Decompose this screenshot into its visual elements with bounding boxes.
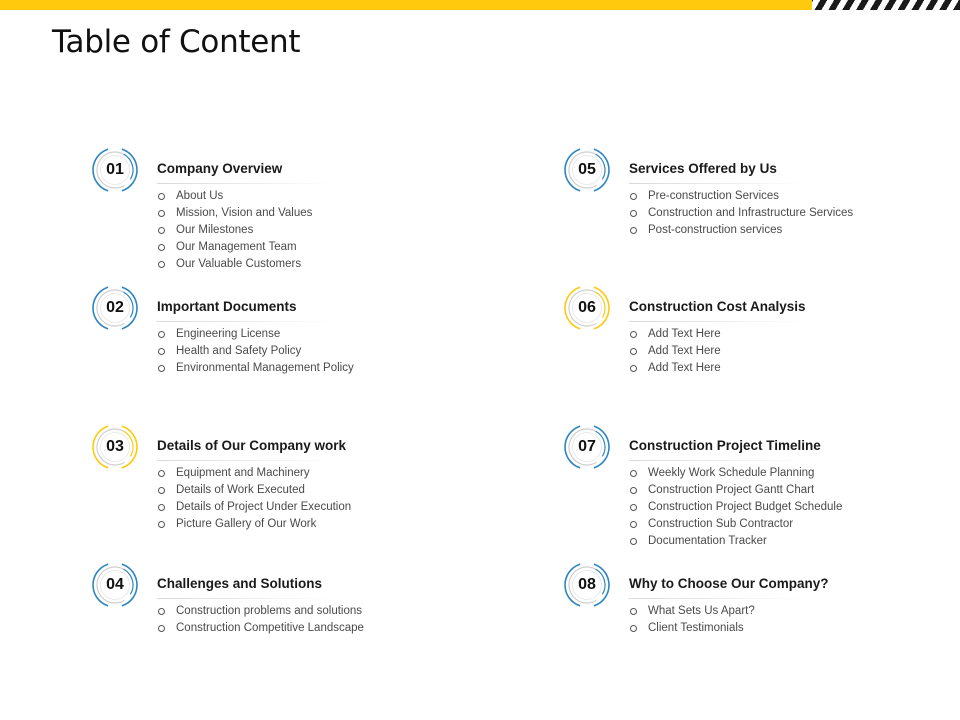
list-item-label: Post-construction services — [648, 224, 783, 236]
list-item-label: Construction problems and solutions — [176, 605, 363, 617]
toc-section — [91, 284, 471, 414]
circle-bullet-icon — [630, 331, 637, 338]
list-item-label: Engineering License — [176, 328, 281, 340]
section-number-badge — [91, 146, 139, 194]
toc-section — [563, 146, 943, 276]
section-title: Construction Cost Analysis — [629, 299, 806, 314]
list-item-label: Construction and Infrastructure Services — [648, 207, 854, 219]
circle-bullet-icon — [158, 504, 165, 511]
list-item-label: Our Milestones — [176, 224, 254, 236]
list-item — [157, 499, 351, 516]
list-item — [157, 465, 351, 482]
section-divider — [157, 321, 337, 322]
list-item — [157, 360, 354, 377]
list-item-label: Health and Safety Policy — [176, 345, 302, 357]
circle-bullet-icon — [630, 504, 637, 511]
list-item-label: Picture Gallery of Our Work — [176, 518, 317, 530]
section-number-badge — [563, 423, 611, 471]
section-item-list — [629, 603, 755, 637]
section-item-list — [629, 465, 842, 550]
list-item-label: Weekly Work Schedule Planning — [648, 467, 815, 479]
list-item — [157, 620, 364, 637]
hazard-stripe — [812, 0, 960, 10]
circle-bullet-icon — [158, 521, 165, 528]
section-number: 03 — [106, 438, 124, 455]
section-item-list — [629, 326, 721, 377]
list-item — [157, 482, 351, 499]
list-item — [157, 222, 312, 239]
list-item — [629, 533, 842, 550]
page-title: Table of Content — [52, 24, 301, 60]
list-item-label: Documentation Tracker — [648, 535, 767, 547]
section-number: 08 — [578, 576, 596, 593]
section-number: 06 — [578, 299, 596, 316]
list-item-label: What Sets Us Apart? — [648, 605, 755, 617]
circle-bullet-icon — [630, 487, 637, 494]
section-title: Details of Our Company work — [157, 438, 347, 453]
list-item — [629, 482, 842, 499]
toc-section — [563, 561, 943, 691]
list-item-label: Construction Sub Contractor — [648, 518, 794, 530]
list-item-label: Details of Project Under Execution — [176, 501, 352, 513]
list-item-label: Construction Competitive Landscape — [176, 622, 364, 634]
list-item — [157, 256, 312, 273]
list-item — [629, 326, 721, 343]
section-number-badge — [563, 561, 611, 609]
list-item-label: Pre-construction Services — [648, 190, 780, 202]
list-item-label: Our Management Team — [176, 241, 297, 253]
section-number: 07 — [578, 438, 596, 455]
toc-section — [563, 284, 943, 414]
section-divider — [157, 598, 337, 599]
circle-bullet-icon — [158, 625, 165, 632]
circle-bullet-icon — [158, 487, 165, 494]
list-item — [157, 188, 312, 205]
circle-bullet-icon — [158, 244, 165, 251]
section-title: Challenges and Solutions — [157, 576, 323, 591]
section-title: Company Overview — [157, 161, 283, 176]
section-number-badge — [91, 423, 139, 471]
list-item-label: Add Text Here — [648, 362, 721, 374]
list-item — [629, 343, 721, 360]
section-item-list — [629, 188, 853, 239]
section-number-badge — [91, 561, 139, 609]
circle-bullet-icon — [158, 365, 165, 372]
section-item-list — [157, 465, 351, 533]
list-item — [157, 343, 354, 360]
section-divider — [629, 460, 809, 461]
section-number-badge — [91, 284, 139, 332]
circle-bullet-icon — [158, 331, 165, 338]
list-item-label: Construction Project Gantt Chart — [648, 484, 815, 496]
list-item — [157, 326, 354, 343]
section-item-list — [157, 603, 364, 637]
list-item — [629, 603, 755, 620]
list-item-label: Add Text Here — [648, 328, 721, 340]
list-item — [157, 239, 312, 256]
section-divider — [157, 183, 337, 184]
toc-section — [91, 146, 471, 276]
section-divider — [629, 321, 809, 322]
circle-bullet-icon — [158, 261, 165, 268]
circle-bullet-icon — [630, 521, 637, 528]
circle-bullet-icon — [630, 470, 637, 477]
section-number: 04 — [106, 576, 124, 593]
list-item-label: Our Valuable Customers — [176, 258, 302, 270]
section-divider — [629, 183, 809, 184]
section-number-badge — [563, 146, 611, 194]
circle-bullet-icon — [630, 193, 637, 200]
list-item-label: Equipment and Machinery — [176, 467, 310, 479]
list-item — [629, 222, 853, 239]
section-item-list — [157, 326, 354, 377]
section-title: Services Offered by Us — [629, 161, 777, 176]
circle-bullet-icon — [158, 608, 165, 615]
section-title: Why to Choose Our Company? — [629, 576, 829, 591]
section-item-list — [157, 188, 312, 273]
circle-bullet-icon — [630, 608, 637, 615]
circle-bullet-icon — [158, 348, 165, 355]
list-item-label: Details of Work Executed — [176, 484, 305, 496]
list-item — [629, 620, 755, 637]
list-item — [629, 360, 721, 377]
list-item-label: Environmental Management Policy — [176, 362, 354, 374]
circle-bullet-icon — [630, 625, 637, 632]
section-title: Important Documents — [157, 299, 297, 314]
section-number: 01 — [106, 161, 124, 178]
circle-bullet-icon — [630, 365, 637, 372]
list-item — [629, 499, 842, 516]
section-divider — [629, 598, 809, 599]
list-item — [157, 205, 312, 222]
circle-bullet-icon — [630, 210, 637, 217]
list-item-label: About Us — [176, 190, 224, 202]
list-item-label: Add Text Here — [648, 345, 721, 357]
toc-section — [91, 561, 471, 691]
list-item — [629, 465, 842, 482]
list-item-label: Mission, Vision and Values — [176, 207, 313, 219]
circle-bullet-icon — [158, 193, 165, 200]
circle-bullet-icon — [158, 227, 165, 234]
circle-bullet-icon — [158, 210, 165, 217]
list-item-label: Construction Project Budget Schedule — [648, 501, 843, 513]
circle-bullet-icon — [158, 470, 165, 477]
circle-bullet-icon — [630, 227, 637, 234]
section-number: 05 — [578, 161, 596, 178]
circle-bullet-icon — [630, 348, 637, 355]
circle-bullet-icon — [630, 538, 637, 545]
section-number: 02 — [106, 299, 124, 316]
list-item — [629, 205, 853, 222]
toc-section — [563, 423, 943, 553]
list-item — [157, 516, 351, 533]
section-title: Construction Project Timeline — [629, 438, 821, 453]
section-number-badge — [563, 284, 611, 332]
toc-section — [91, 423, 471, 553]
list-item — [629, 516, 842, 533]
list-item — [629, 188, 853, 205]
list-item-label: Client Testimonials — [648, 622, 744, 634]
section-divider — [157, 460, 337, 461]
list-item — [157, 603, 364, 620]
